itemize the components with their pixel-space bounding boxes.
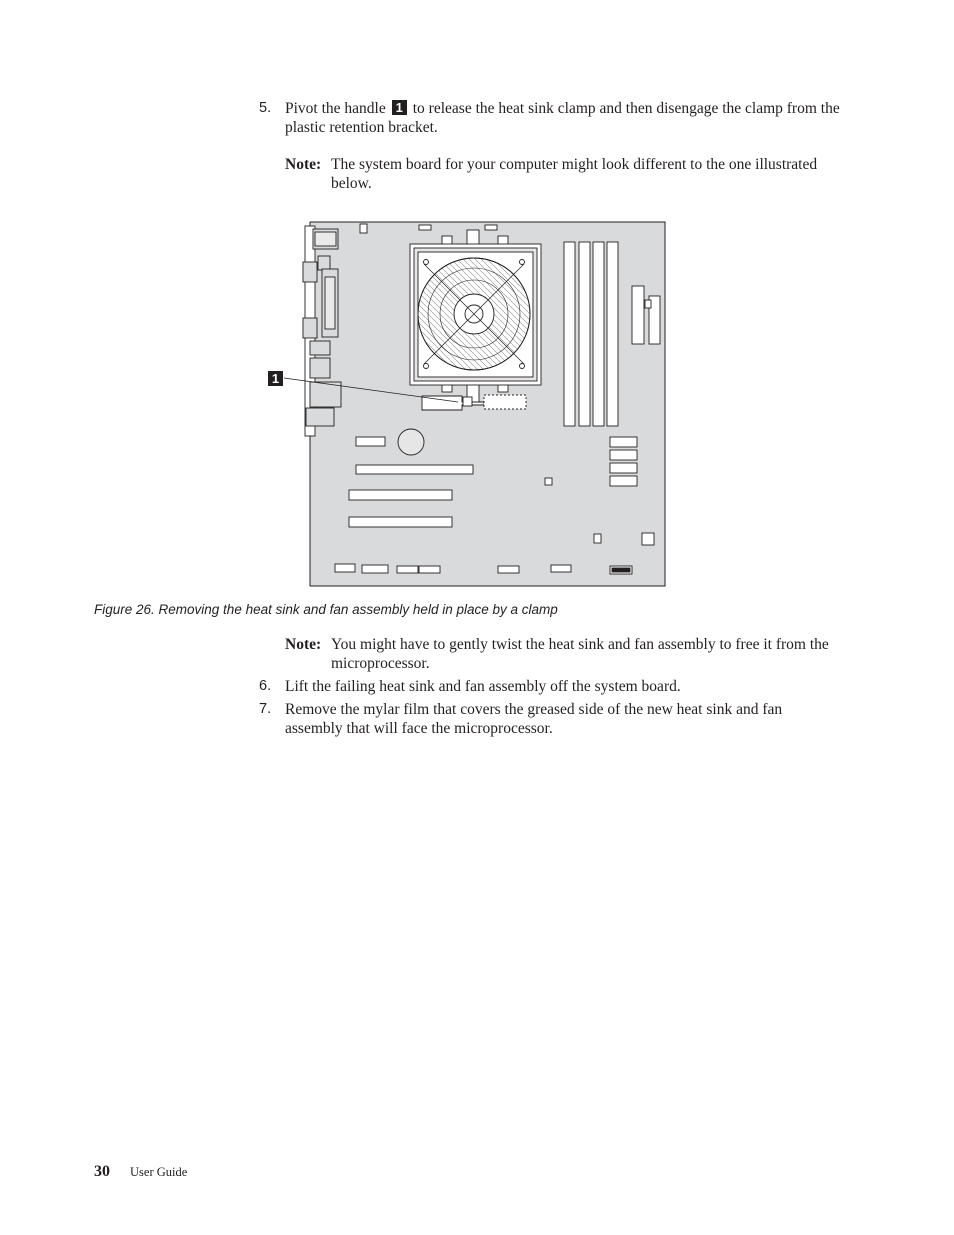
figure-callout-1: 1 (268, 371, 283, 386)
page-number: 30 (94, 1163, 110, 1180)
step-5-text-before: Pivot the handle (285, 100, 386, 117)
battery (398, 429, 424, 455)
heat-sink-fan-assembly (410, 230, 541, 402)
note-label: Note: (285, 636, 322, 653)
note-text: You might have to gently twist the heat sink and fan assembly to free it from the microprocessor. (331, 636, 829, 672)
note-label: Note: (285, 156, 322, 173)
footer-title: User Guide (130, 1165, 188, 1179)
step-6-number: 6. (259, 678, 272, 694)
figure-caption: Figure 26. Removing the heat sink and fan assembly held in place by a clamp (94, 602, 558, 617)
note-text: The system board for your computer might look different to the one illustrated below. (331, 156, 818, 192)
callout-badge: 1 (392, 100, 407, 115)
step-5-number: 5. (259, 100, 272, 116)
step-6-text: Lift the failing heat sink and fan assembly off the system board. (285, 678, 681, 695)
step-5-text-after: to release the heat sink clamp and then disengage the clamp from the plastic retention bracket. (285, 100, 840, 136)
step-7-number: 7. (259, 701, 272, 717)
step-7-text: Remove the mylar film that covers the greased side of the new heat sink and fan assembly that will face the microprocessor. (285, 701, 783, 737)
system-board-figure (0, 0, 954, 600)
